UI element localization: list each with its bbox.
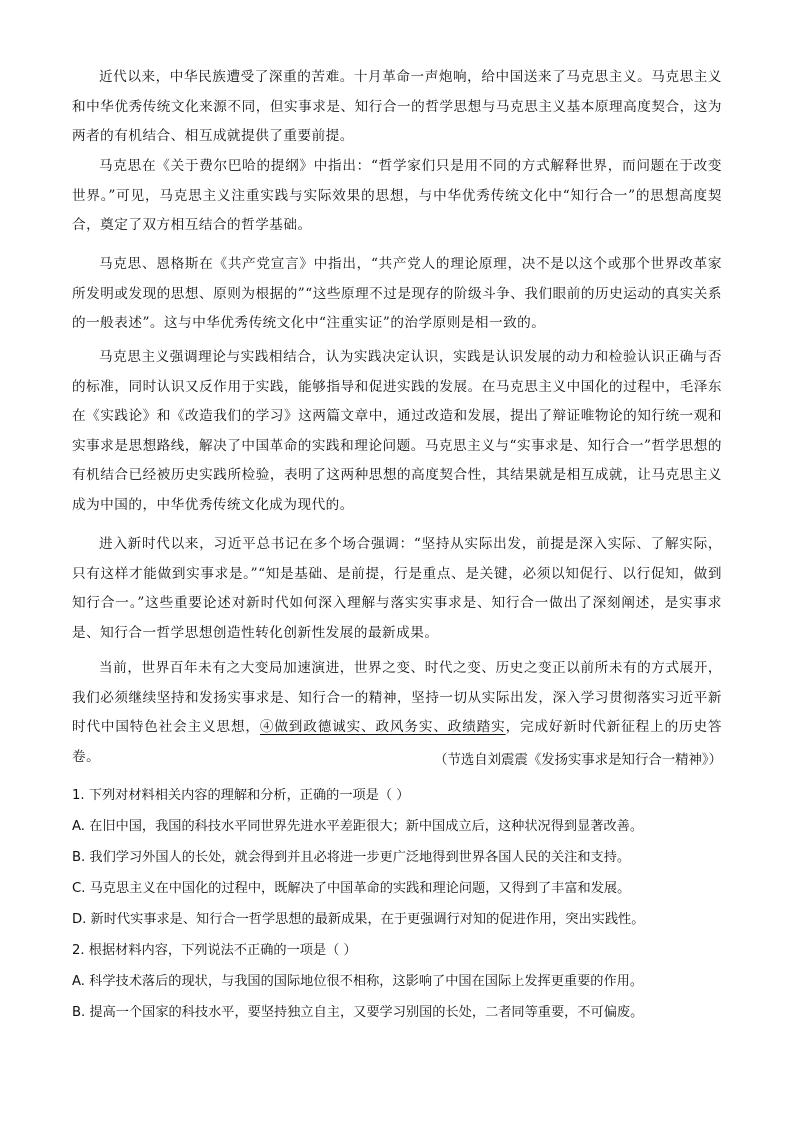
source-citation: （节选自刘震震《发扬实事求是知行合一精神》）: [434, 753, 722, 768]
question-1-option-d: D. 新时代实事求是、知行合一哲学思想的最新成果，在于更强调行对知的促进作用，突出实践性。: [72, 912, 645, 927]
paragraph-6-text-before: 当前，世界百年未有之大变局加速演进，世界之变、时代之变、历史之变正以前所未有的方式展开，我们必须继续坚持和发扬实事求是、知行合一的精神，坚持一切从实际出发，深入学习贯彻落实习近平新时代中国特色社会主义思想，: [72, 660, 722, 735]
question-1-option-c: C. 马克思主义在中国化的过程中，既解决了中国革命的实践和理论问题，又得到了丰富和发展。: [72, 881, 631, 896]
question-1-stem: 1. 下列对材料相关内容的理解和分析，正确的一项是（ ）: [72, 788, 410, 803]
passage-paragraph-1: 近代以来，中华民族遭受了深重的苦难。十月革命一声炮响，给中国送来了马克思主义。马克思主义和中华优秀传统文化来源不同，但实事求是、知行合一的哲学思想与马克思主义基本原理高度契合，这为两者的有机结合、相互成就提供了重要前提。: [72, 69, 722, 144]
passage-paragraph-3: 马克思、恩格斯在《共产党宣言》中指出，“共产党人的理论原理，决不是以这个或那个世界改革家所发明或发现的思想、原则为根据的”“这些原理不过是现存的阶级斗争、我们眼前的历史运动的真实关系的一般表述”。这与中华优秀传统文化中“注重实证”的治学原则是相一致的。: [72, 256, 722, 331]
paragraph-6-text-after: ，完成好新时代新征程上的历史答卷。: [72, 719, 723, 765]
passage-paragraph-5: 进入新时代以来，习近平总书记在多个场合强调：“坚持从实际出发，前提是深入实际、了解实际，只有这样才能做到实事求是。”“知是基础、是前提，行是重点、是关键，必须以知促行、以行促知，做到知行合一。”这些重要论述对新时代如何深入理解与落实实事求是、知行合一做出了深刻阐述，是实事求是、知行合一哲学思想创造性转化创新性发展的最新成果。: [72, 536, 722, 641]
question-2-stem: 2. 根据材料内容，下列说法不正确的一项是（ ）: [72, 943, 357, 958]
question-1-option-a: A. 在旧中国，我国的科技水平同世界先进水平差距很大；新中国成立后，这种状况得到显著改善。: [72, 819, 644, 834]
question-2-option-b: B. 提高一个国家的科技水平，要坚持独立自主，又要学习别国的长处，二者同等重要，不可偏废。: [72, 1005, 644, 1020]
question-1-option-b: B. 我们学习外国人的长处，就会得到并且必将进一步更广泛地得到世界各国人民的关注和支持。: [72, 850, 631, 865]
question-2-option-a: A. 科学技术落后的现状，与我国的国际地位很不相称，这影响了中国在国际上发挥更重要的作用。: [72, 974, 644, 989]
underlined-phrase-4: ④做到政德诚实、政风务实、政绩踏实: [259, 719, 506, 735]
passage-paragraph-2: 马克思在《关于费尔巴哈的提纲》中指出：“哲学家们只是用不同的方式解释世界，而问题在于改变世界。”可见，马克思主义注重实践与实际效果的思想，与中华优秀传统文化中“知行合一”的思想高度契合，奠定了双方相互结合的哲学基础。: [72, 158, 722, 233]
passage-paragraph-4: 马克思主义强调理论与实践相结合，认为实践决定认识，实践是认识发展的动力和检验认识正确与否的标准，同时认识又反作用于实践，能够指导和促进实践的发展。在马克思主义中国化的过程中，毛泽东在《实践论》和《改造我们的学习》这两篇文章中，通过改造和发展，提出了辩证唯物论的知行统一观和实事求是思想路线，解决了中国革命的实践和理论问题。马克思主义与“实事求是、知行合一”哲学思想的有机结合已经被历史实践所检验，表明了这两种思想的高度契合性，其结果就是相互成就，让马克思主义成为中国的，中华优秀传统文化成为现代的。: [72, 349, 722, 513]
